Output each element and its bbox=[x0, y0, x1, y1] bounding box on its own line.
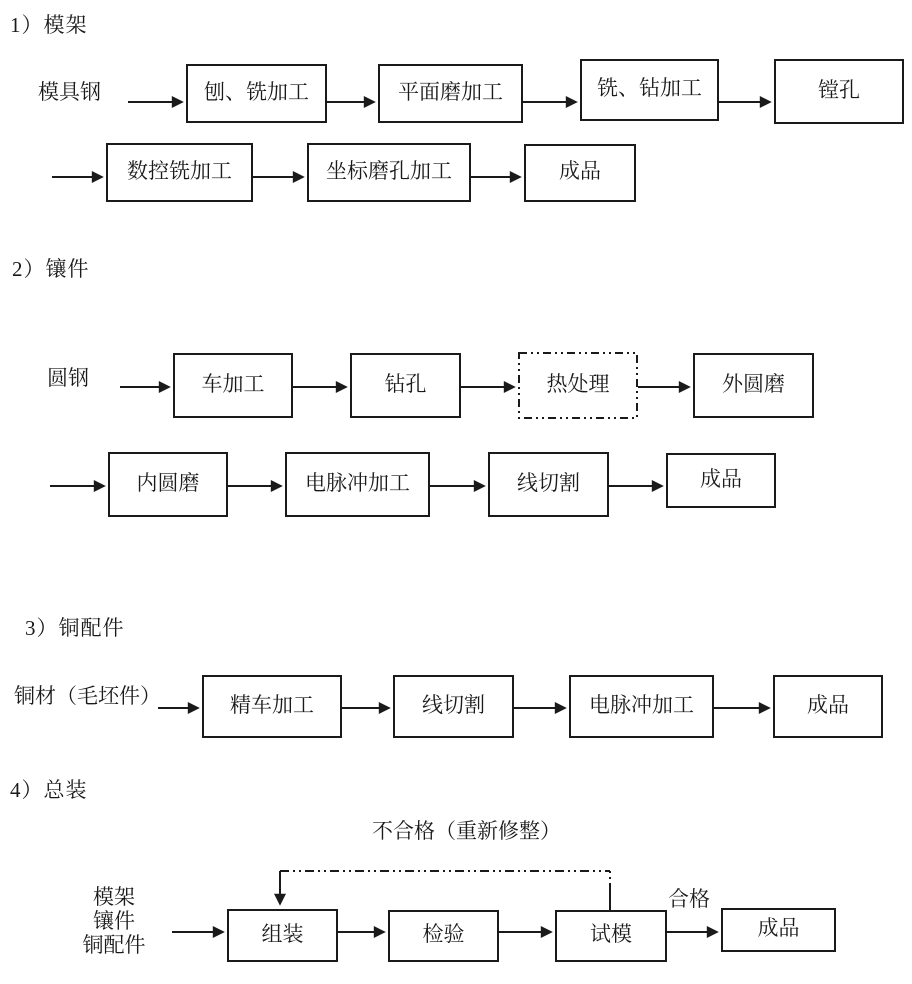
section3-title: 3）铜配件 bbox=[25, 616, 125, 640]
section4-source-stack bbox=[60, 885, 168, 957]
source-line-copper: 铜配件 bbox=[82, 933, 146, 957]
reject-rework-label: 不合格（重新修整） bbox=[372, 819, 561, 843]
box-finished-frame: 成品 bbox=[524, 144, 636, 202]
source-line-frame: 模架 bbox=[93, 885, 135, 909]
section4-title: 4）总装 bbox=[10, 778, 88, 802]
box-plane-mill: 刨、铣加工 bbox=[186, 64, 327, 123]
section2-title: 2）镶件 bbox=[12, 257, 90, 281]
box-finished-insert: 成品 bbox=[666, 453, 776, 508]
box-mill-drill: 铣、钻加工 bbox=[580, 59, 719, 121]
box-turning: 车加工 bbox=[173, 353, 293, 418]
section1-source-label: 模具钢 bbox=[38, 80, 101, 104]
box-assembly: 组装 bbox=[227, 909, 338, 962]
box-finished-assembly: 成品 bbox=[721, 908, 836, 952]
box-cnc-mill: 数控铣加工 bbox=[106, 143, 253, 202]
section3-source-label: 铜材（毛坯件） bbox=[14, 684, 161, 708]
box-external-grind: 外圆磨 bbox=[693, 353, 814, 418]
section2-source-label: 圆钢 bbox=[47, 366, 89, 390]
box-drilling: 钻孔 bbox=[350, 353, 461, 418]
box-inspection: 检验 bbox=[388, 910, 499, 962]
box-surface-grind: 平面磨加工 bbox=[378, 64, 523, 123]
box-edm-copper: 电脉冲加工 bbox=[569, 675, 714, 738]
box-finished-copper: 成品 bbox=[773, 675, 883, 738]
box-edm: 电脉冲加工 bbox=[285, 452, 430, 517]
section1-title: 1）模架 bbox=[10, 13, 88, 37]
box-jig-grind: 坐标磨孔加工 bbox=[307, 143, 471, 202]
box-trial-mold: 试模 bbox=[555, 910, 667, 962]
box-heat-treatment: 热处理 bbox=[546, 371, 610, 396]
pass-label: 合格 bbox=[668, 887, 710, 911]
box-wire-cut-copper: 线切割 bbox=[393, 675, 514, 738]
box-boring: 镗孔 bbox=[774, 59, 904, 124]
box-internal-grind: 内圆磨 bbox=[108, 452, 228, 517]
source-line-insert: 镶件 bbox=[93, 909, 135, 933]
box-fine-turning: 精车加工 bbox=[202, 675, 342, 738]
box-wire-cut: 线切割 bbox=[488, 452, 609, 517]
